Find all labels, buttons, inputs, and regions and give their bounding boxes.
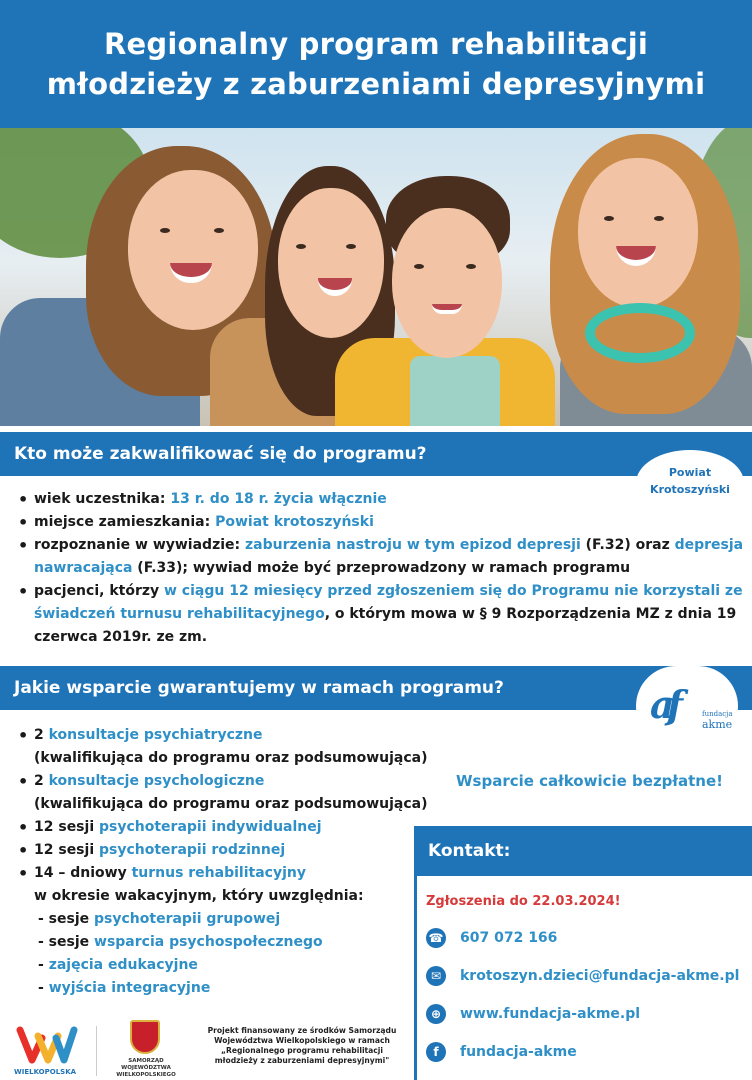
eligibility-list: [16, 488, 744, 649]
list-item: (kwalifikująca do programu oraz podsumowująca): [34, 750, 428, 766]
akme-logo-text: fundacja akme: [702, 710, 733, 731]
contact-phone[interactable]: [426, 928, 557, 948]
akme-logo: af: [650, 682, 675, 727]
contact-facebook[interactable]: [426, 1042, 577, 1062]
list-item: • rozpoznanie w wywiadzie: zaburzenia nastroju w tym epizod depresji (F.32) oraz depresja nawracająca (F.33); wywiad może być przeprowadzony w ramach programu: [16, 534, 744, 580]
list-item: • 2 konsultacje psychologiczne: [16, 770, 436, 793]
voivodeship-logo-text: SAMORZĄD WOJEWÓDZTWA WIELKOPOLSKIEGO: [116, 1058, 176, 1078]
contact-website[interactable]: [426, 1004, 640, 1024]
contact-email[interactable]: [426, 966, 739, 986]
wielkopolska-logo: [16, 1022, 78, 1066]
list-item: • pacjenci, którzy w ciągu 12 miesięcy przed zgłoszeniem się do Programu nie korzystali ze świadczeń turnusu rehabilitacyjnego, o którym mowa w § 9 Rozporządzenia MZ z dnia 19 czerwca 2019r. ze zm.: [16, 580, 744, 649]
section-eligibility-title: Kto może zakwalifikować się do programu?: [0, 432, 752, 476]
logo-divider: [96, 1026, 97, 1076]
list-item: • 14 – dniowy turnus rehabilitacyjny: [16, 862, 436, 885]
free-support-note: Wsparcie całkowicie bezpłatne!: [456, 772, 723, 790]
email-link[interactable]: krotoszyn.dzieci@fundacja-akme.pl: [460, 968, 740, 984]
list-item: - wyjścia integracyjne: [38, 980, 211, 996]
list-item: • 2 konsultacje psychiatryczne: [16, 724, 436, 747]
powiat-badge: Powiat Krotoszyński: [650, 466, 730, 496]
teenagers-photo: [0, 128, 752, 426]
phone-number[interactable]: 607 072 166: [460, 930, 558, 946]
facebook-link[interactable]: fundacja-akme: [460, 1044, 577, 1060]
list-item: • 12 sesji psychoterapii indywidualnej: [16, 816, 436, 839]
poster-header: [0, 0, 752, 128]
poster-title-line-2: młodzieży z zaburzeniami depresyjnymi: [46, 67, 706, 101]
section-support-title: Jakie wsparcie gwarantujemy w ramach programu?: [0, 666, 752, 710]
list-item: • 12 sesji psychoterapii rodzinnej: [16, 839, 436, 862]
funding-note: Projekt finansowany ze środków Samorządu Województwa Wielkopolskiego w ramach „Regionalnego programu rehabilitacji młodzieży z zaburzeniami depresyjnymi": [207, 1026, 397, 1065]
list-item: • miejsce zamieszkania: Powiat krotoszyński: [16, 511, 744, 534]
phone-icon: ☎: [426, 928, 446, 948]
website-link[interactable]: www.fundacja-akme.pl: [460, 1006, 641, 1022]
wielkopolska-logo-text: WIELKOPOLSKA: [14, 1068, 77, 1076]
list-item: • wiek uczestnika: 13 r. do 18 r. życia włącznie: [16, 488, 744, 511]
deadline-text: Zgłoszenia do 22.03.2024!: [426, 894, 621, 909]
facebook-icon: f: [426, 1042, 446, 1062]
poster-title-line-1: Regionalny program rehabilitacji: [103, 27, 649, 61]
contact-title: Kontakt:: [414, 826, 752, 876]
email-icon: ✉: [426, 966, 446, 986]
list-item: - sesje psychoterapii grupowej: [38, 911, 281, 927]
list-item: w okresie wakacyjnym, który uwzględnia:: [34, 888, 364, 904]
list-item: - sesje wsparcia psychospołecznego: [38, 934, 323, 950]
support-list: [16, 724, 436, 1000]
list-item: (kwalifikująca do programu oraz podsumowująca): [34, 796, 428, 812]
voivodeship-crest-icon: [130, 1020, 160, 1054]
list-item: - zajęcia edukacyjne: [38, 957, 198, 973]
globe-icon: ⊕: [426, 1004, 446, 1024]
